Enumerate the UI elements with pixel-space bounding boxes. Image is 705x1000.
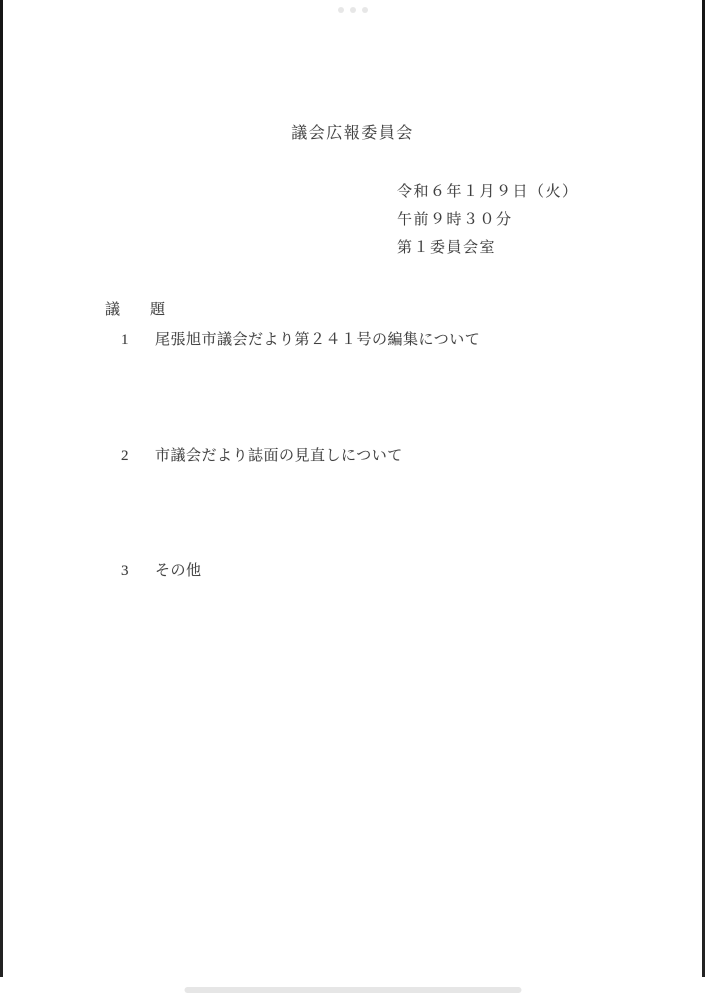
page-title: 議会広報委員会 [291,125,414,142]
home-indicator-handle[interactable] [184,987,521,993]
dot-icon [350,7,356,13]
meeting-room: 第１委員会室 [397,240,497,256]
more-options-icon[interactable] [338,7,368,13]
agenda-heading-char: 題 [150,302,166,318]
agenda-item [121,559,202,580]
agenda-item-text: その他 [155,563,202,579]
agenda-heading [105,298,165,319]
agenda-item-text: 尾張旭市議会だより第２４１号の編集について [155,332,481,348]
dot-icon [362,7,368,13]
agenda-item-number: 1 [121,332,129,348]
agenda-item-number: 2 [121,448,129,464]
agenda-item [121,444,403,465]
dot-icon [338,7,344,13]
meeting-date: 令和６年１月９日（火） [397,184,579,200]
agenda-item-number: 3 [121,563,129,579]
photo-left-edge [0,0,3,977]
agenda-item-text: 市議会だより誌面の見直しについて [155,448,403,464]
agenda-item [121,328,480,349]
meeting-meta [397,178,579,262]
meeting-time: 午前９時３０分 [397,212,513,228]
agenda-heading-char: 議 [105,302,121,318]
